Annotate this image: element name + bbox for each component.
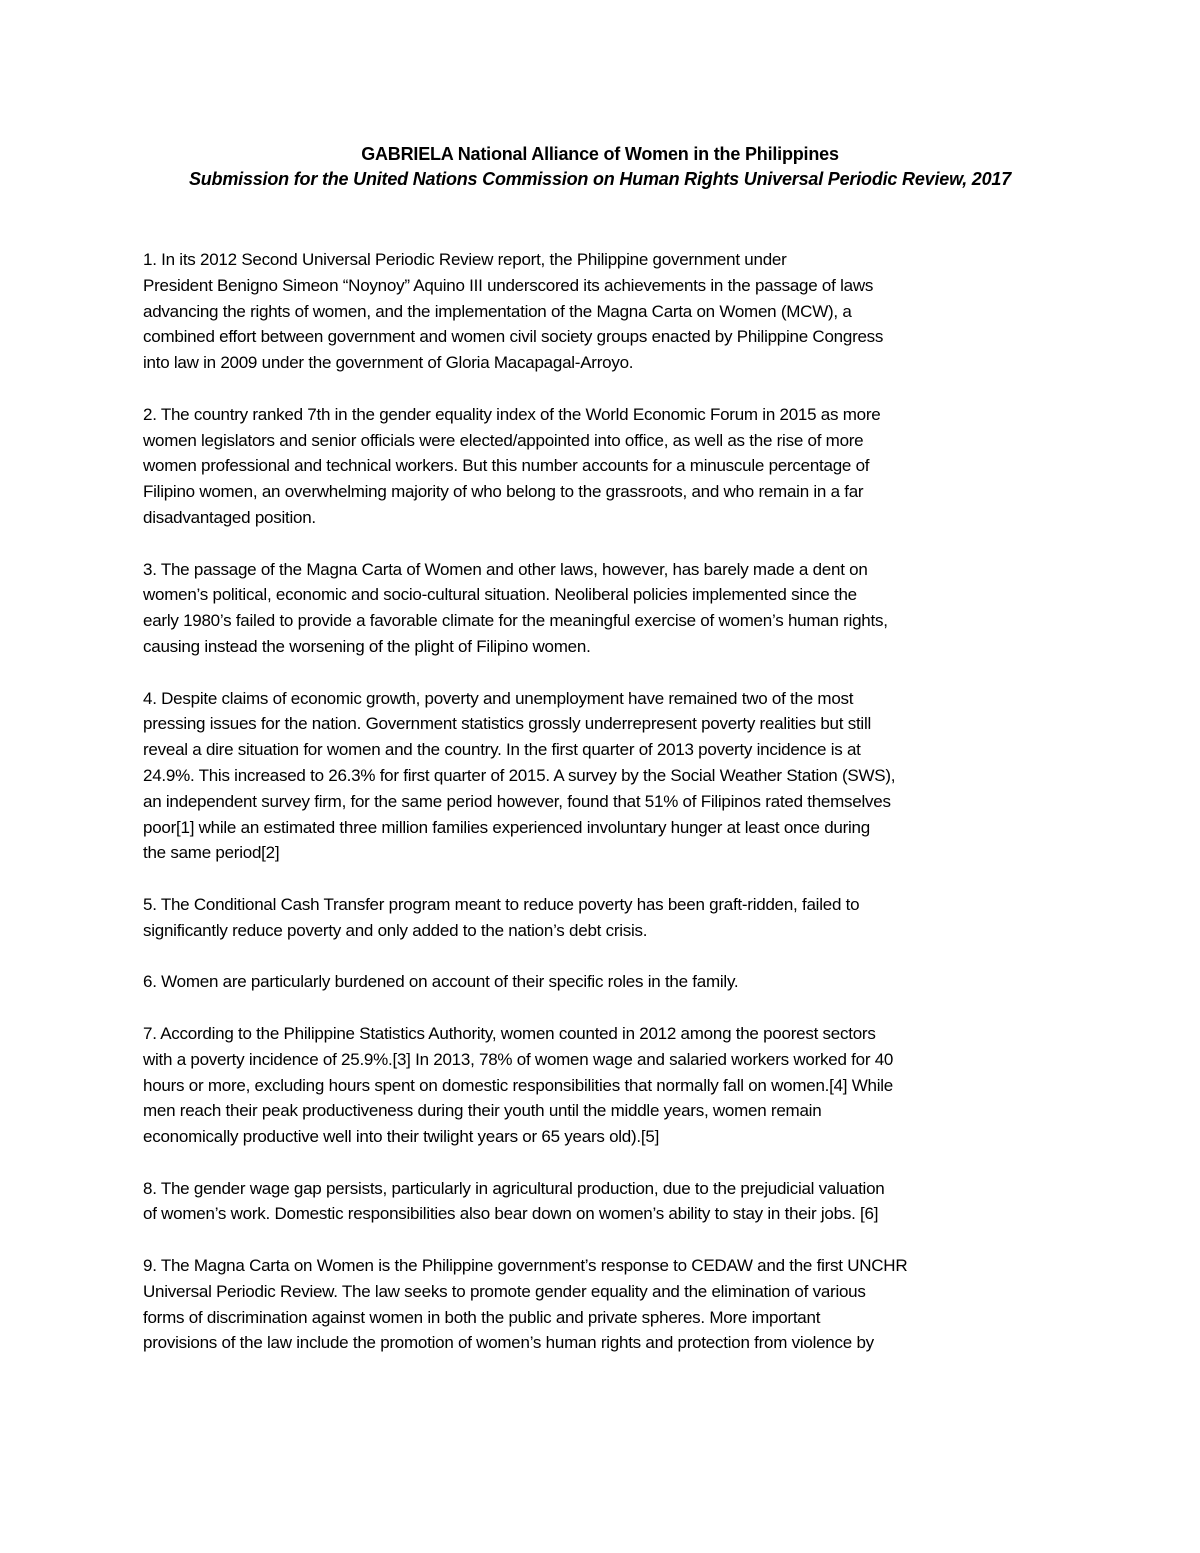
paragraph-2 [143,402,1063,531]
paragraph-line: women’s political, economic and socio-cultural situation. Neoliberal policies implemented since the [143,585,857,605]
paragraph-line: pressing issues for the nation. Government statistics grossly underrepresent poverty realities but still [143,714,872,734]
paragraph-6 [143,969,1063,995]
paragraph-line: reveal a dire situation for women and the country. In the first quarter of 2013 poverty incidence is at [143,740,861,760]
paragraph-line: 4. Despite claims of economic growth, poverty and unemployment have remained two of the most [143,688,854,708]
paragraph-line: 6. Women are particularly burdened on account of their specific roles in the family. [143,972,739,992]
paragraph-4 [143,686,1063,867]
paragraph-line: women legislators and senior officials were elected/appointed into office, as well as the rise of more [143,430,864,450]
paragraph-line: the same period[2] [143,843,280,863]
paragraph-line: men reach their peak productiveness during their youth until the middle years, women remain [143,1101,822,1121]
document-header [0,142,1200,192]
paragraph-line: an independent survey firm, for the same period however, found that 51% of Filipinos rated themselves [143,791,891,811]
paragraph-line: poor[1] while an estimated three million families experienced involuntary hunger at least once during [143,817,870,837]
document-body [143,247,1063,1382]
paragraph-line: President Benigno Simeon “Noynoy” Aquino III underscored its achievements in the passage of laws [143,275,874,295]
paragraph-line: advancing the rights of women, and the implementation of the Magna Carta on Women (MCW), a [143,301,852,321]
paragraph-line: 3. The passage of the Magna Carta of Women and other laws, however, has barely made a dent on [143,559,868,579]
paragraph-line: 2. The country ranked 7th in the gender equality index of the World Economic Forum in 2015 as more [143,404,881,424]
paragraph-line: 9. The Magna Carta on Women is the Philippine government’s response to CEDAW and the first UNCHR [143,1256,908,1276]
paragraph-line: of women’s work. Domestic responsibilities also bear down on women’s ability to stay in their jobs. [6] [143,1204,879,1224]
paragraph-3 [143,557,1063,660]
paragraph-line: with a poverty incidence of 25.9%.[3] In 2013, 78% of women wage and salaried workers worked for 40 [143,1049,894,1069]
paragraph-line: early 1980’s failed to provide a favorable climate for the meaningful exercise of women’s human rights, [143,611,888,631]
paragraph-line: hours or more, excluding hours spent on domestic responsibilities that normally fall on women.[4] While [143,1075,894,1095]
paragraph-line: causing instead the worsening of the plight of Filipino women. [143,636,591,656]
paragraph-line: into law in 2009 under the government of Gloria Macapagal-Arroyo. [143,353,634,373]
paragraph-9 [143,1253,1063,1356]
paragraph-line: combined effort between government and women civil society groups enacted by Philippine Congress [143,327,884,347]
paragraph-5 [143,892,1063,944]
paragraph-line: disadvantaged position. [143,507,316,527]
paragraph-line: provisions of the law include the promotion of women’s human rights and protection from violence by [143,1333,874,1353]
paragraph-line: forms of discrimination against women in both the public and private spheres. More important [143,1307,821,1327]
paragraph-line: women professional and technical workers. But this number accounts for a minuscule percentage of [143,456,870,476]
paragraph-line: Filipino women, an overwhelming majority of who belong to the grassroots, and who remain in a far [143,482,864,502]
paragraph-line: economically productive well into their twilight years or 65 years old).[5] [143,1127,660,1147]
paragraph-line: 8. The gender wage gap persists, particularly in agricultural production, due to the prejudicial valuation [143,1178,885,1198]
paragraph-1 [143,247,1063,376]
paragraph-line: 7. According to the Philippine Statistics Authority, women counted in 2012 among the poorest sectors [143,1023,876,1043]
paragraph-line: 5. The Conditional Cash Transfer program meant to reduce poverty has been graft-ridden, failed to [143,894,860,914]
paragraph-line: significantly reduce poverty and only added to the nation’s debt crisis. [143,920,648,940]
paragraph-7 [143,1021,1063,1150]
paragraph-line: 1. In its 2012 Second Universal Periodic Review report, the Philippine government under [143,250,787,269]
document-subtitle: Submission for the United Nations Commission on Human Rights Universal Periodic Review, 2017 [188,169,1012,189]
document-title: GABRIELA National Alliance of Women in the Philippines [361,144,839,164]
paragraph-8 [143,1176,1063,1228]
paragraph-line: 24.9%. This increased to 26.3% for first quarter of 2015. A survey by the Social Weather Station (SWS), [143,765,896,785]
paragraph-line: Universal Periodic Review. The law seeks to promote gender equality and the elimination of various [143,1281,866,1301]
